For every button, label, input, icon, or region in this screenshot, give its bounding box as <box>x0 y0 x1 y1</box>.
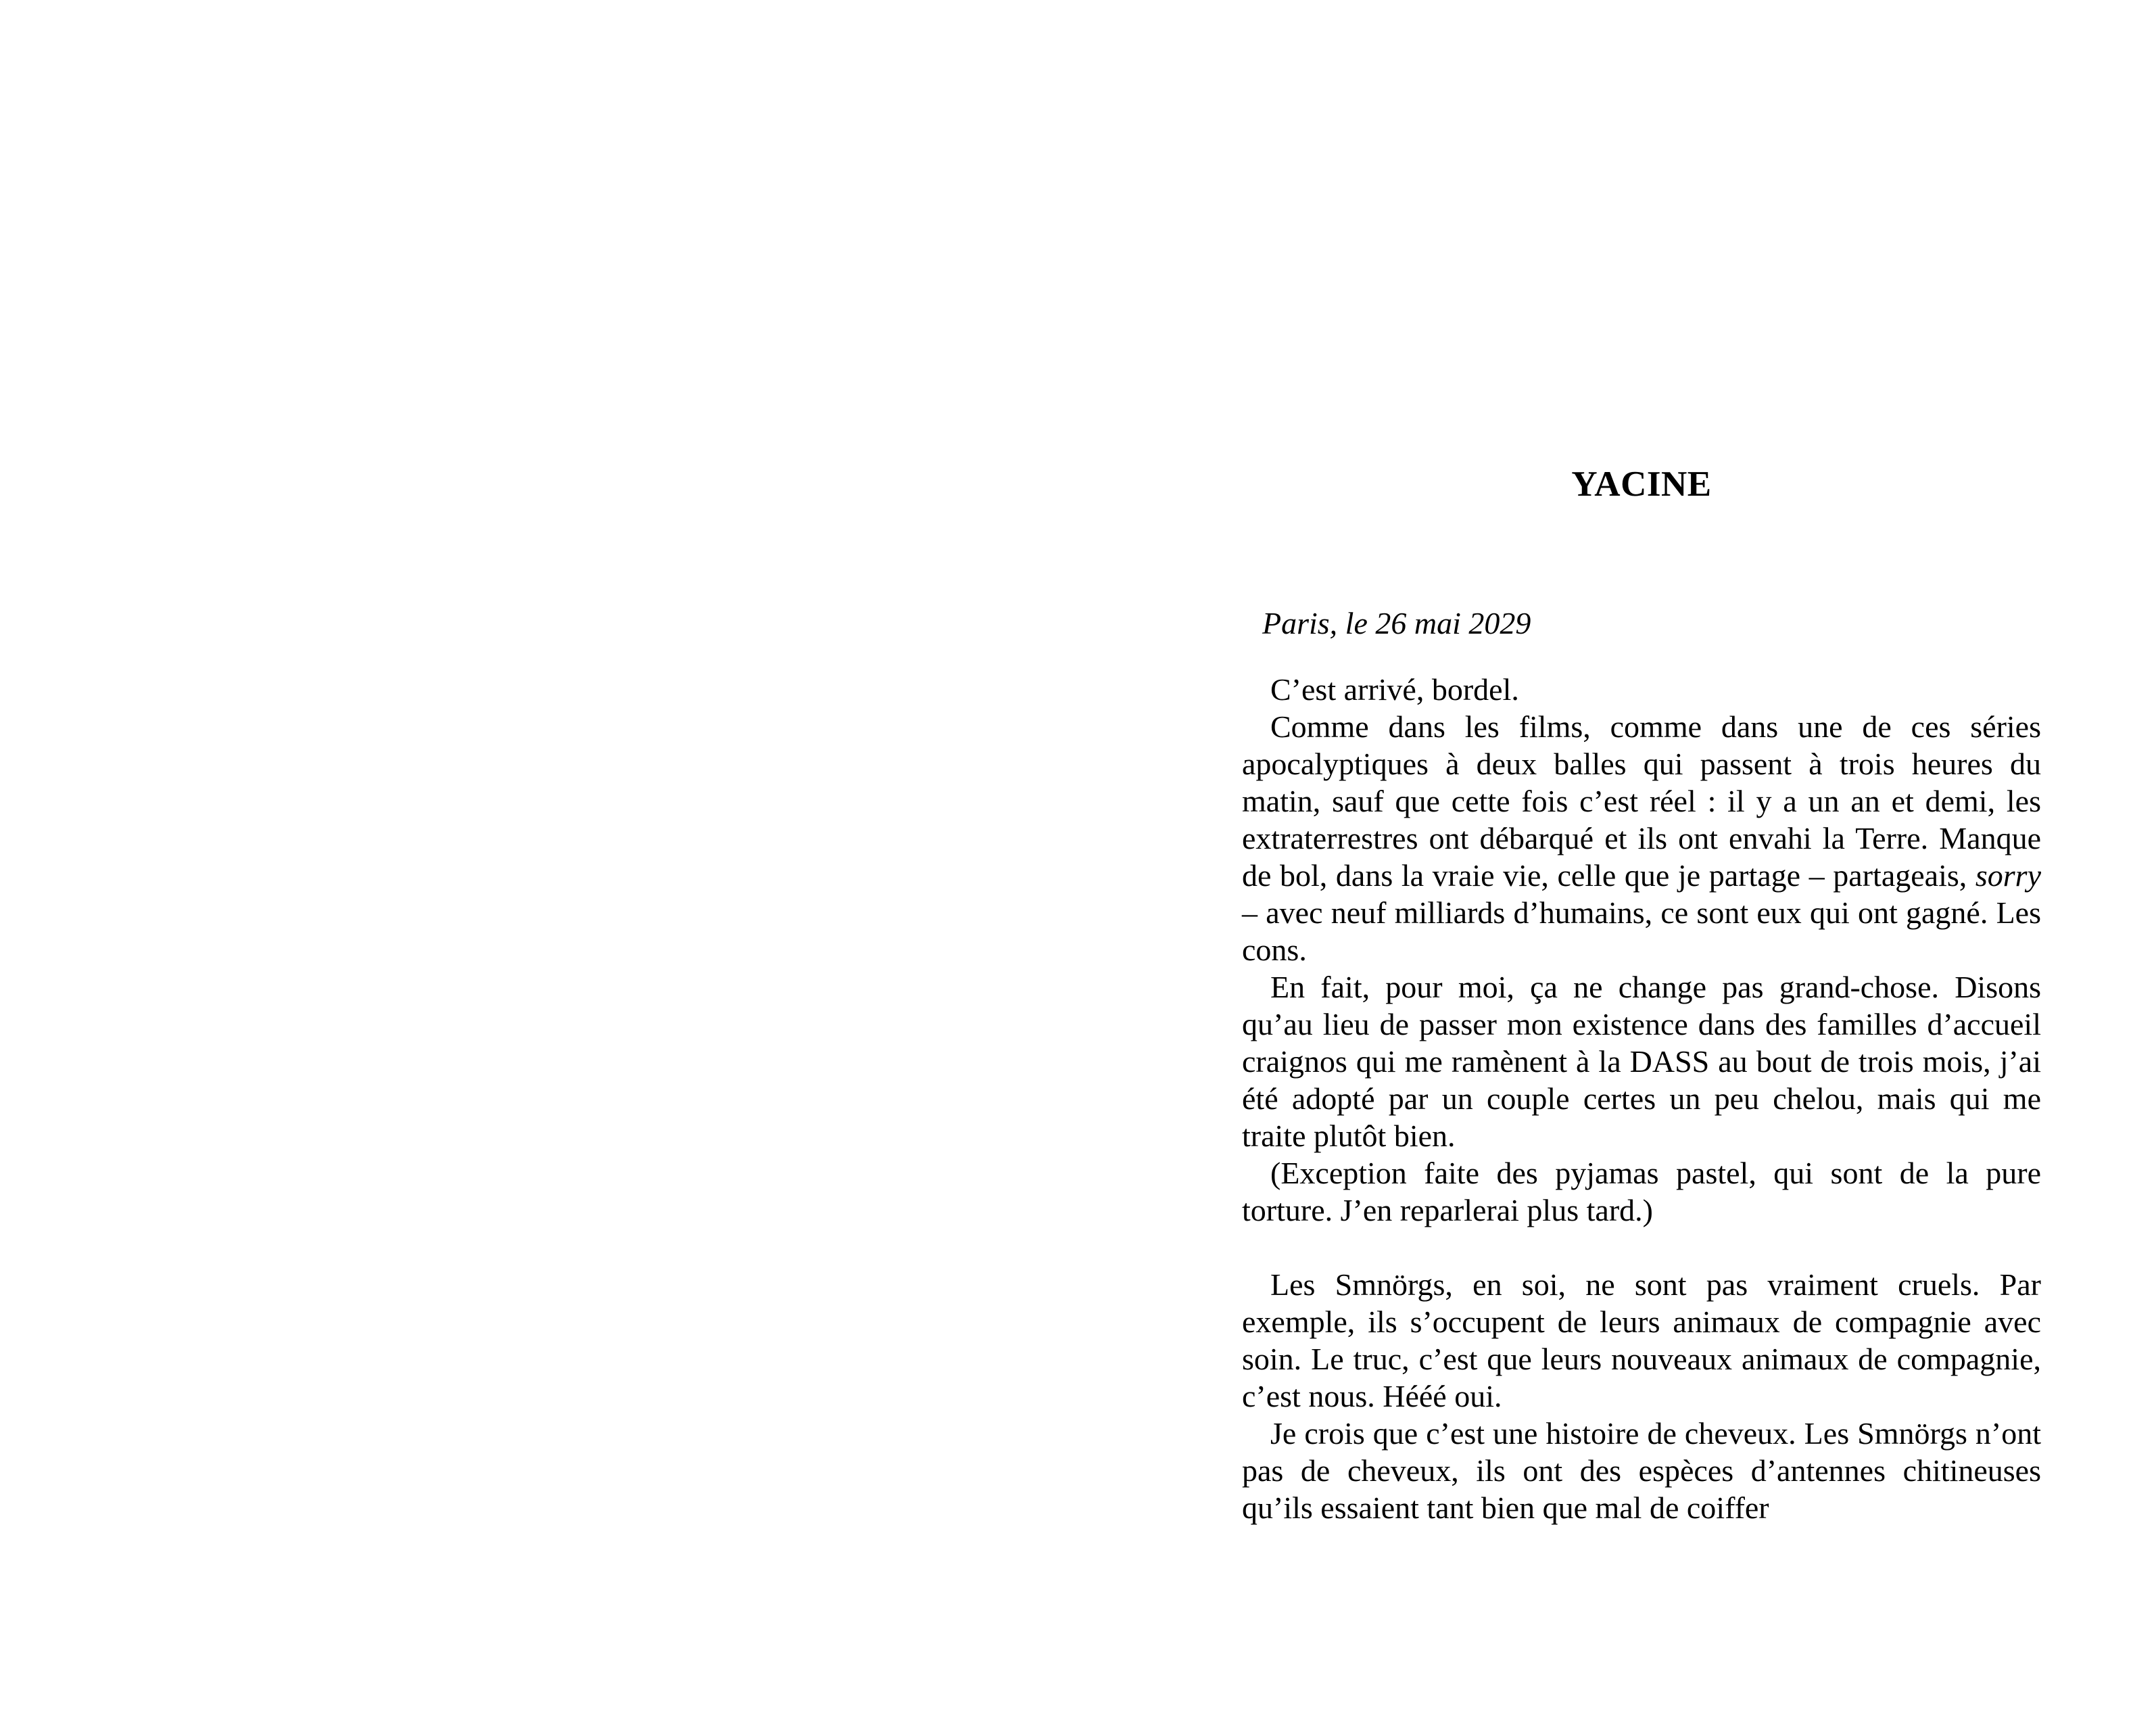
paragraph-6: Je crois que c’est une histoire de cheveux. Les Smnörgs n’ont pas de cheveux, ils ont des espèces d’antennes chitineuses qu’ils essaient tant bien que mal de coiffer <box>1242 1416 2041 1525</box>
dateline: Paris, le 26 mai 2029 <box>1262 606 1531 640</box>
paragraph-2-text-before: Comme dans les films, comme dans une de ces séries apocalyptiques à deux balles qui passent à trois heures du matin, sauf que cette fois c’est réel : il y a un an et demi, les extraterrestres ont débarqué et ils ont envahi la Terre. Manque de bol, dans la vraie vie, celle que je partage – partageais, <box>1242 709 2041 893</box>
paragraph-2-text-after: – avec neuf milliards d’humains, ce sont eux qui ont gagné. Les cons. <box>1242 895 2041 967</box>
paragraph-2 <box>1242 708 2041 968</box>
paragraph-2-italic-word: sorry <box>1975 858 2041 893</box>
paragraph-1: C’est arrivé, bordel. <box>1270 672 1519 707</box>
paragraph-3: En fait, pour moi, ça ne change pas grand-chose. Disons qu’au lieu de passer mon existence dans des familles d’accueil craignos qui me ramènent à la DASS au bout de trois mois, j’ai été adopté par un couple certes un peu chelou, mais qui me traite plutôt bien. <box>1242 970 2041 1153</box>
text-column <box>1242 465 2041 1526</box>
paragraph-5: Les Smnörgs, en soi, ne sont pas vraiment cruels. Par exemple, ils s’occupent de leurs animaux de compagnie avec soin. Le truc, c’est que leurs nouveaux animaux de compagnie, c’est nous. Hééé oui. <box>1242 1267 2041 1413</box>
letter-body <box>1242 671 2041 1526</box>
chapter-title: YACINE <box>1571 465 1712 504</box>
paragraph-4: (Exception faite des pyjamas pastel, qui sont de la pure torture. J’en reparlerai plus tard.) <box>1242 1156 2041 1227</box>
